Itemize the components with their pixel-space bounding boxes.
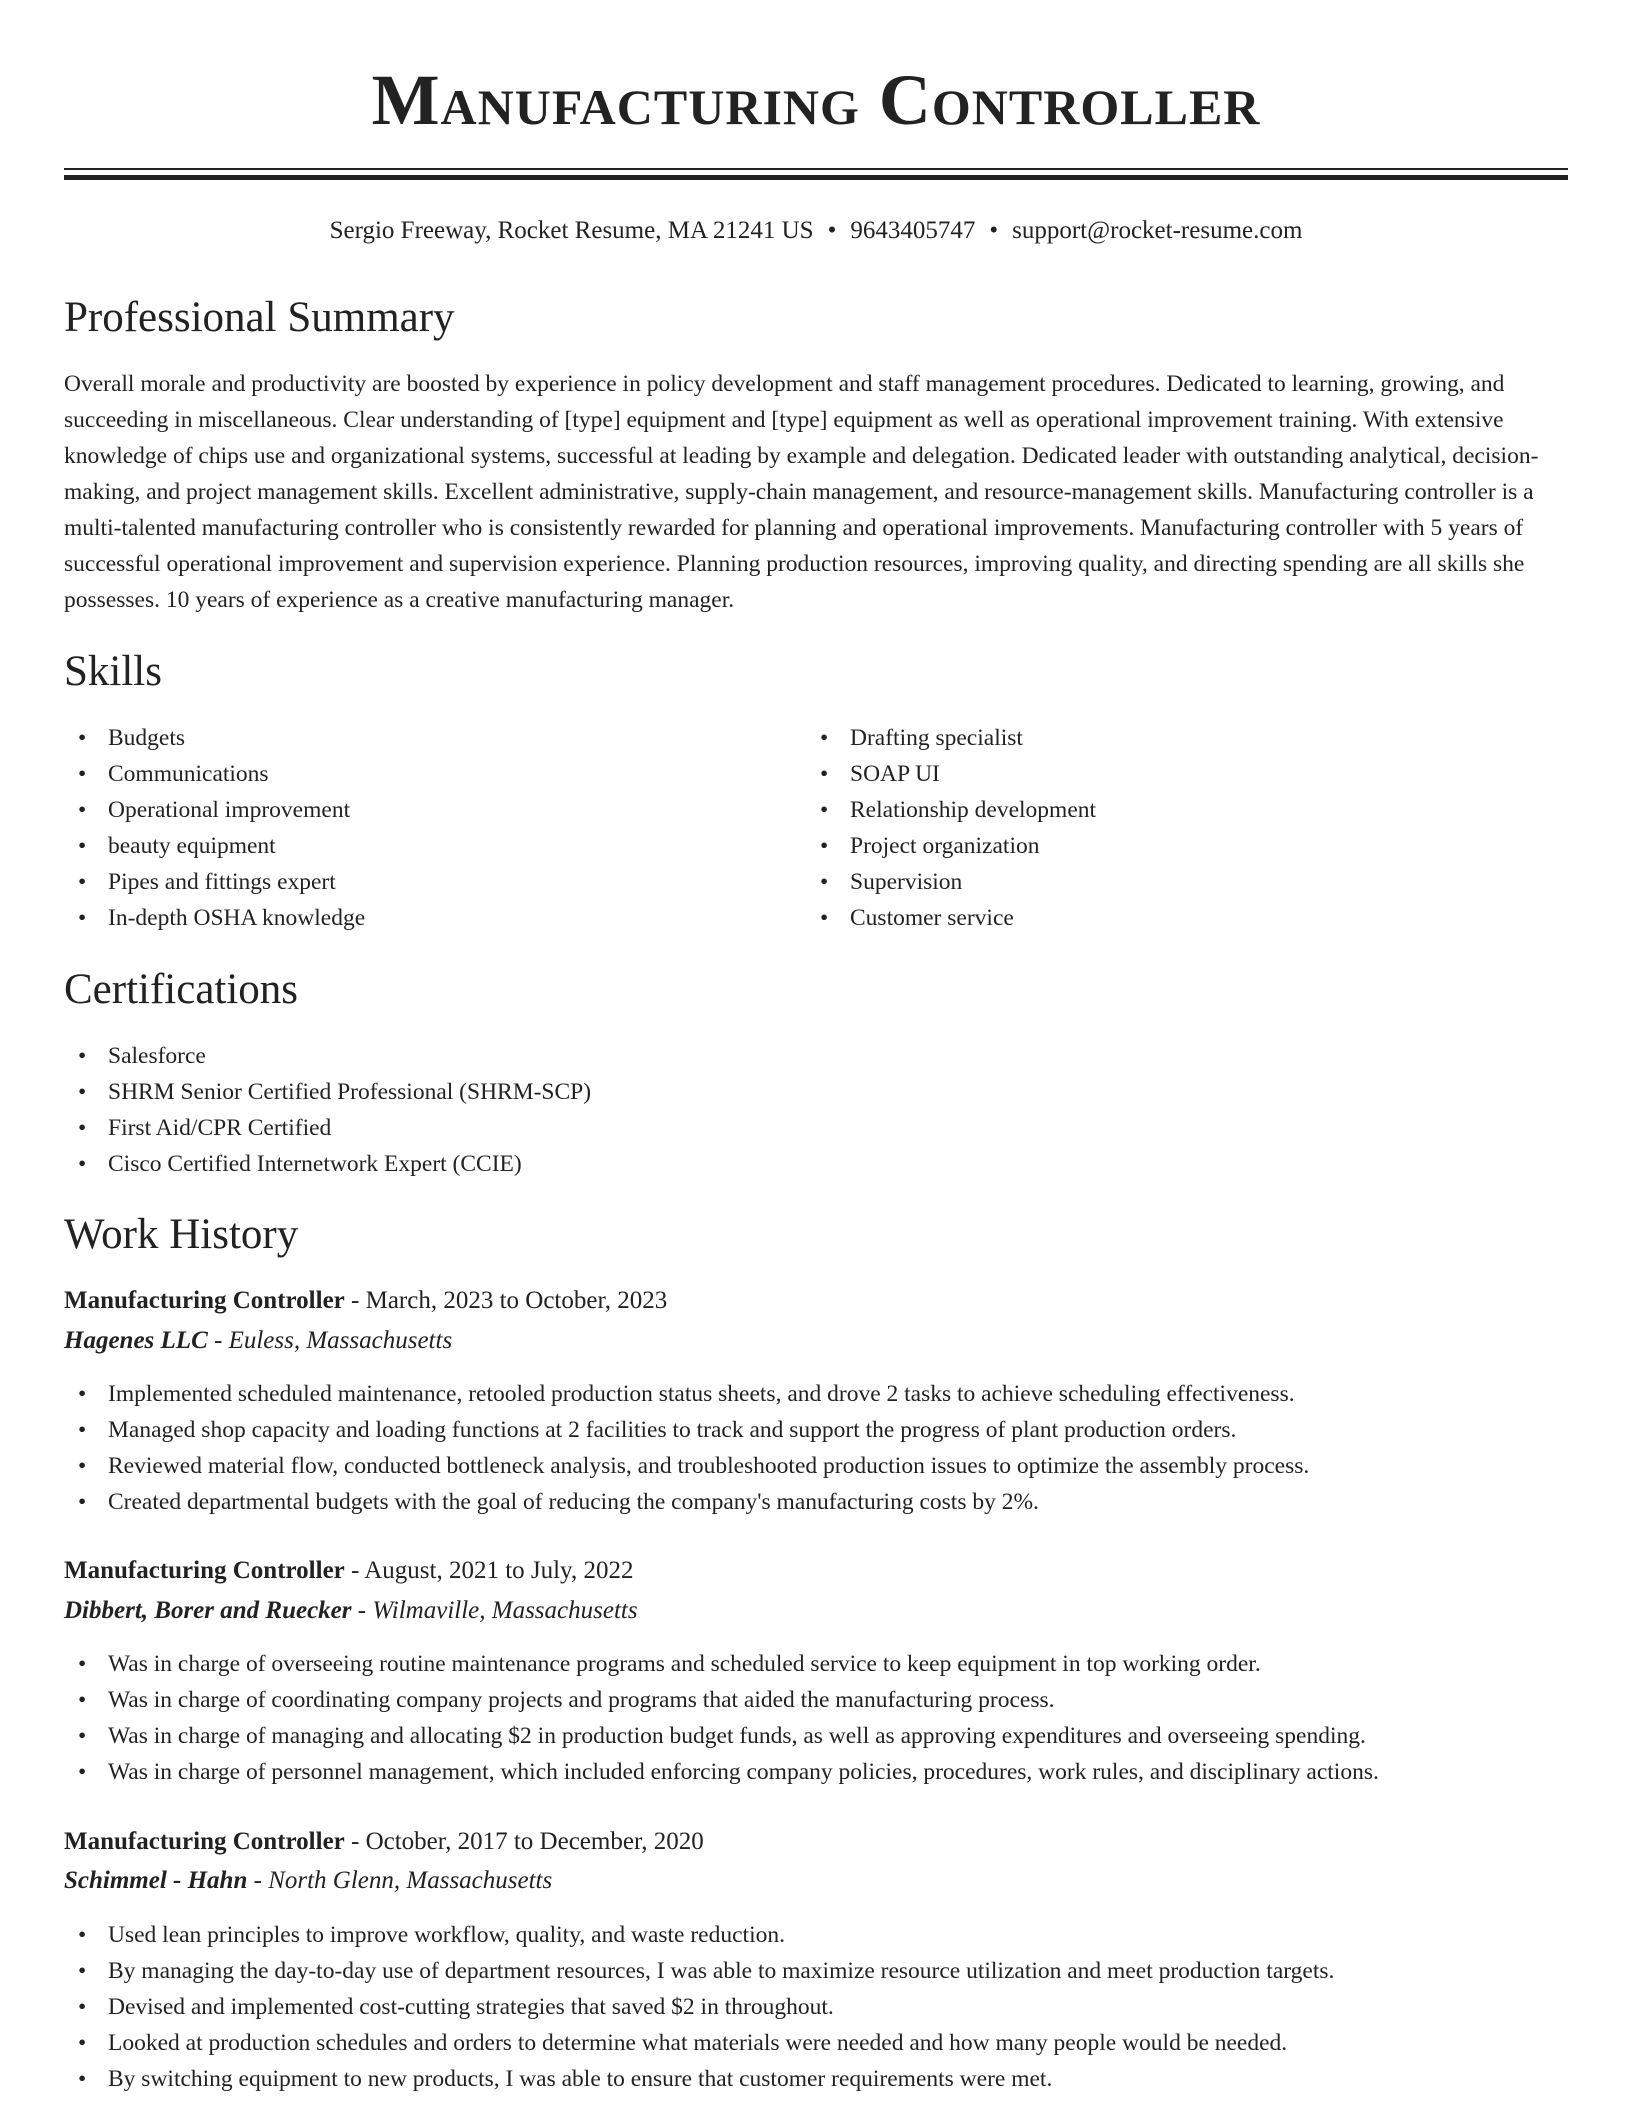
- job-bullet: • Created departmental budgets with the goal of reducing the company's manufacturing costs by 2%.: [64, 1484, 1568, 1520]
- contact-phone: 9643405747: [850, 217, 976, 244]
- job-bullet: • Reviewed material flow, conducted bottleneck analysis, and troubleshooted production issues to optimize the assembly process.: [64, 1448, 1568, 1484]
- skill-item: • In-depth OSHA knowledge: [64, 900, 784, 936]
- certification-item: • Cisco Certified Internetwork Expert (CCIE): [64, 1146, 591, 1182]
- job-company-line: [64, 1323, 452, 1359]
- job-bullet: • By managing the day-to-day use of department resources, I was able to maximize resource utilization and meet production targets.: [64, 1953, 1568, 1989]
- job-location: - Wilmaville, Massachusetts: [351, 1597, 638, 1624]
- job-bullet: • Looked at production schedules and orders to determine what materials were needed and how many people would be needed.: [64, 2025, 1568, 2061]
- certifications-heading: Certifications: [64, 966, 299, 1013]
- summary-heading: Professional Summary: [64, 294, 455, 341]
- job-company-line: [64, 1863, 552, 1899]
- job-bullet: • Was in charge of personnel management, which included enforcing company policies, procedures, work rules, and disciplinary actions.: [64, 1754, 1568, 1790]
- skill-item: • Project organization: [806, 828, 1506, 864]
- job-bullet: • Managed shop capacity and loading functions at 2 facilities to track and support the progress of plant production orders.: [64, 1412, 1568, 1448]
- job-bullet: • Was in charge of managing and allocating $2 in production budget funds, as well as approving expenditures and overseeing spending.: [64, 1718, 1568, 1754]
- job-bullet: • Devised and implemented cost-cutting strategies that saved $2 in throughout.: [64, 1989, 1568, 2025]
- skill-item: • Budgets: [64, 720, 784, 756]
- skill-item: • Supervision: [806, 864, 1506, 900]
- job-dates: - March, 2023 to October, 2023: [344, 1287, 668, 1314]
- job-bullet: • Was in charge of overseeing routine maintenance programs and scheduled service to keep equipment in top working order.: [64, 1646, 1568, 1682]
- job-title-line: [64, 1553, 633, 1589]
- job-company-line: [64, 1593, 638, 1629]
- job-bullet: • By switching equipment to new products, I was able to ensure that customer requirements were met.: [64, 2061, 1568, 2097]
- certification-item: • Salesforce: [64, 1038, 591, 1074]
- job-role: Manufacturing Controller: [64, 1828, 345, 1855]
- job-bullets: [64, 1917, 1568, 2097]
- skill-item: • SOAP UI: [806, 756, 1506, 792]
- contact-address: Sergio Freeway, Rocket Resume, MA 21241 US: [329, 217, 814, 244]
- skill-item: • Customer service: [806, 900, 1506, 936]
- header-rule-thin: [64, 168, 1568, 170]
- job-bullets: [64, 1376, 1568, 1520]
- skill-item: • Relationship development: [806, 792, 1506, 828]
- job-location: - North Glenn, Massachusetts: [247, 1867, 553, 1894]
- job-role: Manufacturing Controller: [64, 1287, 345, 1314]
- contact-separator: •: [827, 217, 837, 244]
- job-company: Schimmel - Hahn: [64, 1867, 248, 1894]
- skill-item: • beauty equipment: [64, 828, 784, 864]
- skills-heading: Skills: [64, 648, 162, 695]
- job-role: Manufacturing Controller: [64, 1557, 345, 1584]
- job-bullet: • Was in charge of coordinating company projects and programs that aided the manufacturing process.: [64, 1682, 1568, 1718]
- skill-item: • Drafting specialist: [806, 720, 1506, 756]
- job-dates: - August, 2021 to July, 2022: [344, 1557, 634, 1584]
- header-rule-thick: [64, 175, 1568, 180]
- job-bullet: • Used lean principles to improve workflow, quality, and waste reduction.: [64, 1917, 1568, 1953]
- contact-line: [64, 214, 1568, 248]
- skills-list-left: [64, 720, 784, 936]
- job-title-line: [64, 1824, 704, 1860]
- job-location: - Euless, Massachusetts: [207, 1327, 453, 1354]
- job-company: Dibbert, Borer and Ruecker: [64, 1597, 352, 1624]
- job-company: Hagenes LLC: [64, 1327, 208, 1354]
- certification-item: • First Aid/CPR Certified: [64, 1110, 591, 1146]
- skill-item: • Communications: [64, 756, 784, 792]
- certification-item: • SHRM Senior Certified Professional (SHRM-SCP): [64, 1074, 591, 1110]
- job-title-line: [64, 1283, 667, 1319]
- job-bullets: [64, 1646, 1568, 1790]
- skill-item: • Operational improvement: [64, 792, 784, 828]
- job-dates: - October, 2017 to December, 2020: [344, 1828, 704, 1855]
- contact-email: support@rocket-resume.com: [1012, 217, 1303, 244]
- skills-list-right: [806, 720, 1506, 936]
- contact-separator: •: [989, 217, 999, 244]
- work-history-heading: Work History: [64, 1211, 299, 1258]
- job-bullet: • Implemented scheduled maintenance, retooled production status sheets, and drove 2 tasks to achieve scheduling effectiveness.: [64, 1376, 1568, 1412]
- certifications-list: [64, 1038, 591, 1182]
- summary-text: Overall morale and productivity are boosted by experience in policy development and staff management procedures. Dedicated to learning, growing, and succeeding in miscellaneous. Clear understanding of [type] equipment and [type] equipment as well as operational improvement training. With extensive knowledge of chips use and organizational systems, successful at leading by example and delegation. Dedicated leader with outstanding analytical, decision-making, and project management skills. Excellent administrative, supply-chain management, and resource-management skills. Manufacturing controller is a multi-talented manufacturing controller who is consistently rewarded for planning and operational improvements. Manufacturing controller with 5 years of successful operational improvement and supervision experience. Planning production resources, improving quality, and directing spending are all skills she possesses. 10 years of experience as a creative manufacturing manager.: [64, 371, 1539, 613]
- resume-name: Manufacturing Controller: [371, 60, 1261, 140]
- skill-item: • Pipes and fittings expert: [64, 864, 784, 900]
